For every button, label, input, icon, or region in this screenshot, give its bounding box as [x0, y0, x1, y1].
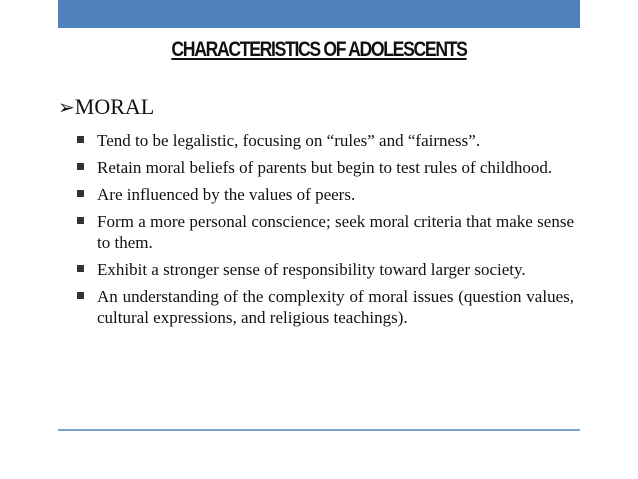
bullet-item: [74, 157, 574, 178]
square-bullet-icon: [77, 136, 84, 143]
top-accent-bar: [58, 0, 580, 28]
bullet-text: An understanding of the complexity of moral issues (question values, cultural expressions, and religious teachings).: [97, 287, 574, 327]
bullet-text: Tend to be legalistic, focusing on “rules” and “fairness”.: [97, 131, 481, 150]
bullet-text: Are influenced by the values of peers.: [97, 185, 356, 204]
square-bullet-icon: [77, 292, 84, 299]
square-bullet-icon: [77, 265, 84, 272]
bullet-item: [74, 184, 574, 205]
section-heading-text: MORAL: [74, 94, 155, 119]
bullet-item: [74, 259, 574, 280]
bullet-item: [74, 286, 574, 328]
section-heading: [58, 94, 154, 120]
bullet-list: [74, 130, 574, 334]
bullet-text: Form a more personal conscience; seek moral criteria that make sense to them.: [97, 212, 574, 252]
bottom-divider: [58, 429, 580, 431]
arrow-check-icon: ➢: [58, 97, 75, 119]
bullet-text: Exhibit a stronger sense of responsibility toward larger society.: [97, 260, 526, 279]
bullet-item: [74, 130, 574, 151]
bullet-item: [74, 211, 574, 253]
square-bullet-icon: [77, 163, 84, 170]
square-bullet-icon: [77, 190, 84, 197]
square-bullet-icon: [77, 217, 84, 224]
slide-title: CHARACTERISTICS OF ADOLESCENTS: [171, 38, 467, 61]
bullet-text: Retain moral beliefs of parents but begin to test rules of childhood.: [97, 158, 553, 177]
